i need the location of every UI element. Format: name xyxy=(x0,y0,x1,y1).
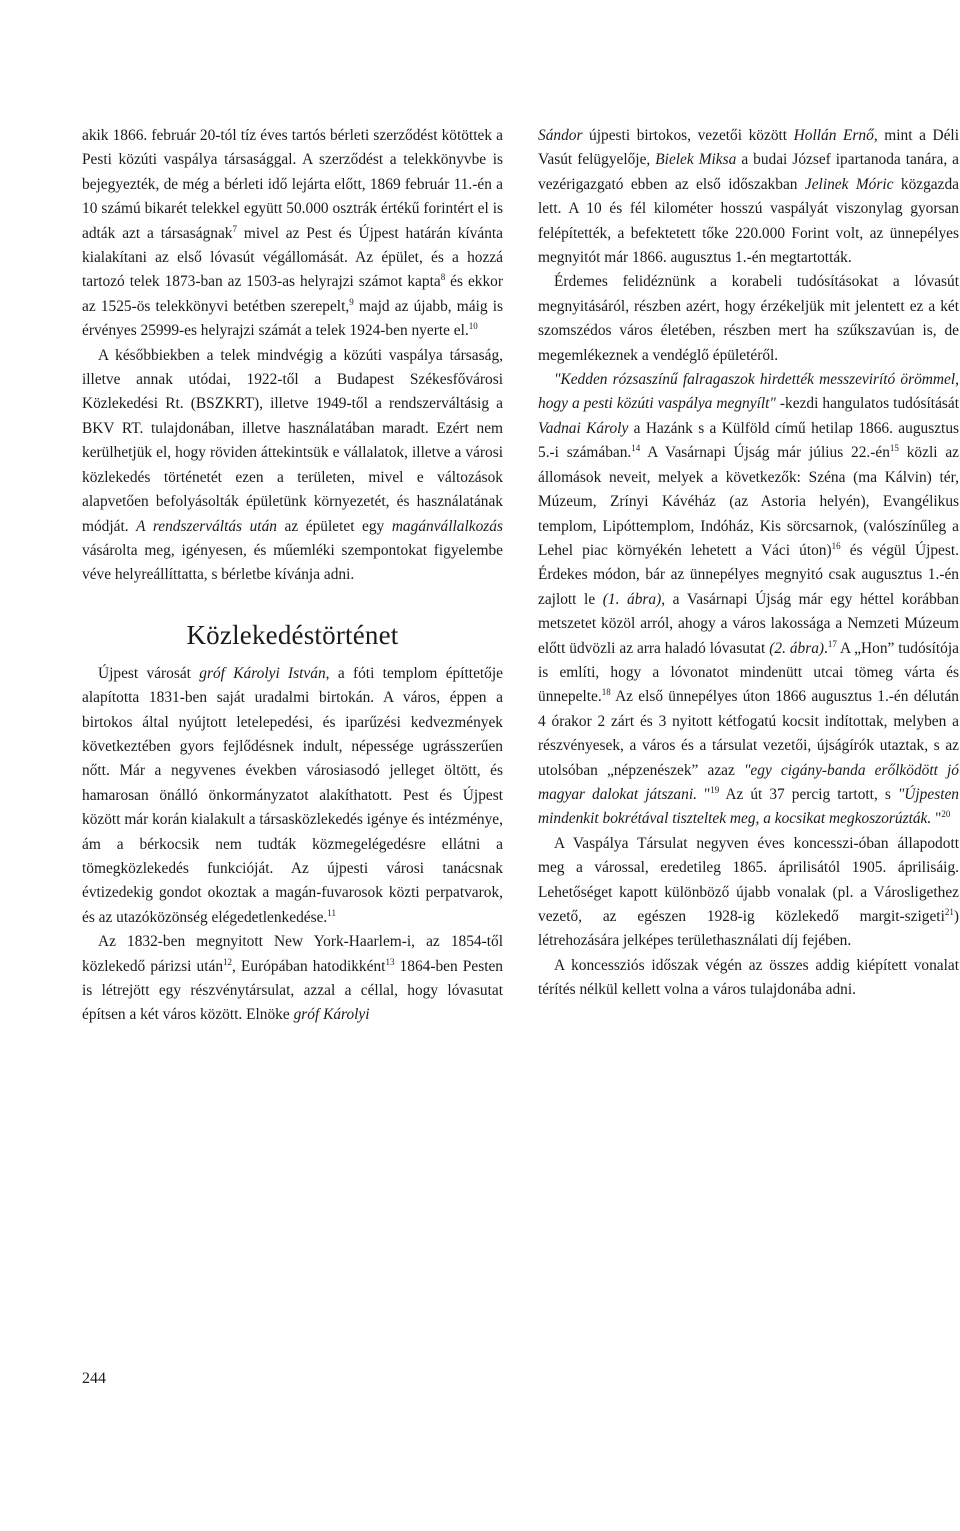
footnote-ref: 20 xyxy=(941,809,951,820)
paragraph: Az 1832-ben megnyitott New York-Haarlem-i, az 1854-től közlekedő párizsi után$^{12}$, Európában hatodikként$^{13}$ 1864-ben Pesten is létrejött egy részvénytársulat, azzal a céllal, hogy lóvasutat építsen a két város között. Elnöke gróf Károlyi xyxy=(82,933,503,1024)
footnote-ref: 8 xyxy=(440,272,446,283)
footnote-ref: 14 xyxy=(631,443,641,454)
page-number: 244 xyxy=(82,1370,106,1387)
footnote-ref: 21 xyxy=(944,907,954,917)
paragraph: Érdemes felidéznünk a korabeli tudósításokat a lóvasút megnyitásáról, részben azért, hogy érzékeljük mit jelentett ez a két szomszédos város életében, részben mert ha szűkszavúan is, de megemlékeznek a vendéglő épületéről. xyxy=(538,273,959,364)
footnote-ref: 12 xyxy=(223,956,233,967)
paragraph: akik 1866. február 20-tól tíz éves tartós bérleti szerződést kötöttek a Pesti közúti vaspálya társasággal. A szerződést a telekkönyvbe is bejegyezték, de még a bérleti idő lejárta előtt, 1869 február 11.-én a 10 számú bikarét telekkel együtt 50.000 osztrák értékű forintért el is adták azt a társaságnak$^7$ mivel az Pest és Újpest határán kívánta kialakítani az első lóvasút végállomását. Az épület, és a hozzá tartozó telek 1873-ban az 1503-as helyrajzi számot kapta$^8$ és ekkor az 1525-ös telekkönyvi betétben szerepelt,$^9$ majd az újabb, máig is érvényes 25999-es helyrajzi számát a telek 1924-ben nyerte el.$^{10}$ xyxy=(82,127,504,340)
paragraph: A Vaspálya Társulat negyven éves koncesszi-óban állapodott meg a várossal, eredetileg 1865. áprilisától 1905. áprilisáig. Lehetőséget kapott különböző újabb vonalak (pl. a Városligethez vezető, az egészen 1928-ig közlekedő margit-szigeti$^{21}$) létrehozására jelképes területhasználati díj fejében. xyxy=(538,834,959,950)
footnote-ref: 15 xyxy=(889,443,899,454)
paragraph: A későbbiekben a telek mindvégig a közúti vaspálya társaság, illetve annak utódai, 1922-től a Budapest Székesfővárosi Közlekedési Rt. (BSZKRT), illetve 1949-től a rendszerváltásig a BKV RT. tulajdonában, illetve használatában maradt. Ezért nem kerülhetjük el, hogy röviden áttekintsük e vállalatok, illetve a városi közlekedés történetét ezen a területen, mivel e változások alapvetően befolyásolták épületünk környezetét, és használatának módját. A rendszerváltás után az épületet egy magánvállalkozás vásárolta meg, igényesen, és műemléki szempontokat figyelembe véve helyreállíttatta, s bérletbe kívánja adni. xyxy=(82,346,503,584)
footnote-ref: 7 xyxy=(232,223,237,234)
footnote-ref: 10 xyxy=(468,321,478,332)
footnote-ref: 17 xyxy=(827,638,837,649)
left-column xyxy=(82,124,503,1028)
paragraph: "Kedden rózsaszínű falragaszok hirdették messzevirító örömmel, hogy a pesti közúti vaspálya megnyílt" -kezdi hangulatos tudósítását Vadnai Károly a Hazánk s a Külföld című hetilap 1866. augusztus 5.-i számában.$^{14}$ A Vasárnapi Újság már július $22.-én^{15}$ közli az állomások neveit, melyek a következők: Széna (ma Kálvin) tér, Múzeum, Zrínyi Kávéház (az Astoria helyén), Evangélikus templom, Lipóttemplom, Indóház, Kis sörcsarnok, (valószínűleg a Lehel piac környékén lehetett a Váci úton)$^{16}$ és végül Újpest. Érdekes módon, bár az ünnepélyes megnyitó csak augusztus 1.-én zajlott le (1. ábra), a Vasárnapi Újság már egy héttel korábban metszetet közöl arról, ahogy a város lakossága a Nemzeti Múzeum előtt üdvözli az arra haladó lóvasutat (2. ábra).$^{17}$ A „Hon” tudósítója is említi, hogy a lóvonatot mindenütt utcai tömeg várta és ünnepelte.$^{18}$ Az első ünnepélyes úton 1866 augusztus 1.-én délután 4 órakor 2 zárt és 3 nyitott kétfogatú kocsit indítottak, melyben a részvényesek, a város és a társulat vezetői, újságírók utaztak, s az utolsóban „népzenészek” azaz "egy cigány-banda erőlködött jó magyar dalokat játszani. "$^{19}$ Az út 37 percig tartott, s "Újpesten mindenkit bokrétával tiszteltek meg, a kocsikat megkoszorúzták. "$^{20}$ xyxy=(538,371,960,828)
footnote-ref: 9 xyxy=(349,296,354,307)
paragraph: Sándor újpesti birtokos, vezetői között Hollán Ernő, mint a Déli Vasút felügyelője, Bielek Miksa a budai József ipartanoda tanára, a vezérigazgató ebben az első időszakban Jelinek Móric közgazda lett. A 10 és fél kilométer hosszú vaspályát viszonylag gyorsan felépítették, a befektetett tőke 220.000 Forint volt, az ünnepélyes megnyitót már 1866. augusztus 1.-én megtartották. xyxy=(538,127,959,267)
footnote-ref: 19 xyxy=(710,784,720,795)
paragraph: A koncessziós időszak végén az összes addig kiépített vonalat térítés nélkül kellett volna a város tulajdonába adni. xyxy=(538,956,959,999)
right-column xyxy=(538,124,959,1003)
footnote-ref: 16 xyxy=(831,540,841,551)
section-heading: Közlekedéstörténet xyxy=(186,619,399,650)
footnote-ref: 11 xyxy=(327,907,336,918)
footnote-ref: 13 xyxy=(385,956,395,967)
footnote-ref: 18 xyxy=(601,687,611,698)
paragraph: Újpest városát gróf Károlyi István, a fóti templom építtetője alapította 1831-ben saját uradalmi birtokán. A város, éppen a birtokos által nyújtott letelepedési, és iparűzési kedvezmények következtében gyors fejlődésnek indult, népessége ugrásszerűen nőtt. Már a negyvenes években városiasodó jelleget öltött, és hamarosan önálló önkormányzatot alakíthatott. Pest és Újpest között már korán kialakult a társasközlekedés igénye és intézménye, ám a bérkocsik nem tudták közmegelégedésre ellátni a tömegközlekedés funkcióját. Az újpesti városi tanácsnak évtizedekig gondot okoztak a magán-fuvarosok közti perpatvarok, és az utazóközönség elégedetlenkedése.$^{11}$ xyxy=(82,664,503,926)
